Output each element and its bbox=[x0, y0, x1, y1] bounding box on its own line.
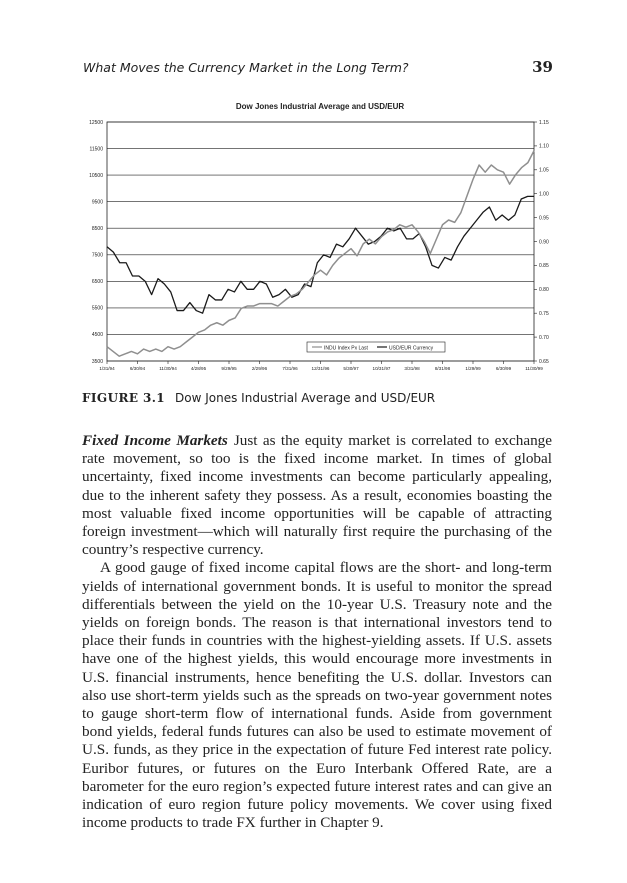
right-axis-tick-label: 0.75 bbox=[539, 311, 549, 317]
x-axis-tick-label: 6/30/94 bbox=[129, 366, 146, 371]
x-axis-tick-label: 10/31/97 bbox=[372, 366, 391, 371]
x-axis-tick-label: 1/29/99 bbox=[465, 366, 481, 371]
right-axis-tick-label: 0.85 bbox=[539, 263, 549, 270]
x-axis-tick-label: 3/31/98 bbox=[404, 366, 420, 371]
figure-title: Dow Jones Industrial Average and USD/EUR bbox=[175, 391, 436, 405]
left-y-axis bbox=[89, 120, 103, 365]
x-axis bbox=[99, 361, 543, 371]
right-axis-tick-label: 1.05 bbox=[539, 167, 549, 174]
x-axis-tick-label: 9/29/95 bbox=[221, 366, 237, 371]
left-axis-tick-label: 5500 bbox=[91, 305, 103, 312]
left-axis-tick-label: 6500 bbox=[91, 279, 103, 286]
line-chart bbox=[82, 98, 552, 380]
legend-label-indu: INDU Index Px Last bbox=[324, 345, 368, 352]
left-axis-tick-label: 7500 bbox=[91, 252, 103, 259]
left-axis-tick-label: 8500 bbox=[91, 226, 103, 233]
x-axis-tick-label: 1/31/94 bbox=[99, 366, 115, 371]
x-axis-tick-label: 4/28/95 bbox=[190, 366, 207, 371]
left-axis-tick-label: 11500 bbox=[89, 146, 103, 153]
right-axis-tick-label: 1.10 bbox=[539, 143, 549, 150]
figure-label: FIGURE 3.1 bbox=[82, 391, 166, 405]
paragraph-1-text: Just as the equity market is correlated to exchange rate movement, so too is the fixed income market. In times of global uncertainty, fixed income investments can become particularly appealing, due to the inherent safety they possess. As a result, economies boasting the most valuable fixed income opportunities will be capable of attracting foreign investment—which will naturally first require the purchasing of the country’s respective currency. bbox=[82, 432, 552, 559]
x-axis-tick-label: 6/30/99 bbox=[495, 366, 512, 371]
plot-frame bbox=[107, 122, 534, 361]
right-axis-tick-label: 0.95 bbox=[539, 215, 549, 222]
right-axis-tick-label: 1.15 bbox=[539, 119, 549, 126]
left-axis-tick-label: 3500 bbox=[91, 358, 103, 365]
running-title: What Moves the Currency Market in the Long Term? bbox=[83, 60, 409, 75]
x-axis-tick-label: 11/30/94 bbox=[159, 366, 177, 371]
right-y-axis bbox=[534, 120, 549, 365]
legend-label-usdeur: USD/EUR Currency bbox=[389, 345, 434, 352]
x-axis-tick-label: 8/31/98 bbox=[434, 366, 451, 371]
x-axis-tick-label: 11/30/99 bbox=[525, 366, 543, 371]
left-axis-tick-label: 9500 bbox=[91, 199, 103, 206]
section-run-in-heading: Fixed Income Markets bbox=[82, 432, 228, 449]
figure-caption bbox=[82, 389, 552, 409]
right-axis-tick-label: 0.65 bbox=[539, 358, 549, 365]
body-text bbox=[82, 432, 552, 832]
x-axis-tick-label: 2/29/96 bbox=[251, 366, 268, 371]
right-axis-tick-label: 0.70 bbox=[539, 334, 549, 341]
page-number: 39 bbox=[532, 58, 553, 76]
running-header bbox=[83, 58, 553, 80]
left-axis-tick-label: 12500 bbox=[89, 119, 103, 126]
left-axis-tick-label: 10500 bbox=[89, 172, 103, 179]
x-axis-tick-label: 7/31/96 bbox=[282, 366, 298, 371]
right-axis-tick-label: 1.00 bbox=[539, 191, 549, 198]
paragraph-fixed-income bbox=[82, 432, 552, 559]
right-axis-tick-label: 0.90 bbox=[539, 239, 549, 246]
x-axis-tick-label: 5/30/97 bbox=[343, 366, 359, 371]
right-axis-tick-label: 0.80 bbox=[539, 287, 549, 294]
figure-chart bbox=[82, 98, 552, 380]
chart-title: Dow Jones Industrial Average and USD/EUR bbox=[235, 102, 405, 111]
legend bbox=[307, 342, 445, 352]
x-axis-tick-label: 12/31/96 bbox=[311, 366, 330, 371]
paragraph-bond-yields: A good gauge of fixed income capital flows are the short- and long-term yields of international government bonds. It is useful to monitor the spread differentials between the yield on the 10-year U.S. Treasury note and the yields on foreign bonds. The reason is that international investors tend to place their funds in countries with the highest-yielding assets. If U.S. assets have one of the highest yields, this would encourage more investments in U.S. financial instruments, hence benefiting the U.S. dollar. Investors can also use short-term yields such as the spreads on two-year government notes to gauge short-term flow of international funds. Aside from government bond yields, federal funds futures can also be used to estimate movement of U.S. funds, as they price in the expectation of future Fed interest rate policy. Euribor futures, or futures on the Euro Interbank Offered Rate, are a barometer for the euro region’s expected future interest rates and can give an indication of euro region future policy movements. We cover using fixed income products to trade FX further in Chapter 9. bbox=[82, 559, 552, 832]
left-axis-tick-label: 4500 bbox=[91, 332, 103, 339]
